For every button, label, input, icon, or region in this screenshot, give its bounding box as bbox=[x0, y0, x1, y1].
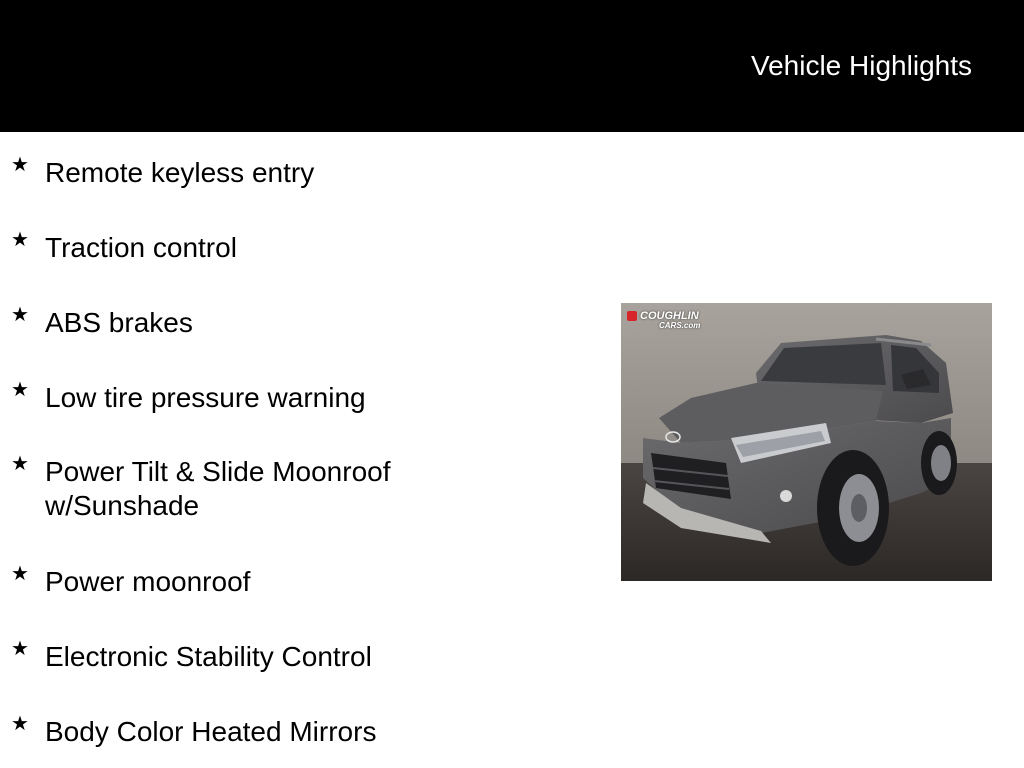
feature-label: Low tire pressure warning bbox=[45, 382, 366, 413]
page-title: Vehicle Highlights bbox=[750, 50, 972, 81]
feature-label: ABS brakes bbox=[45, 307, 193, 338]
feature-label: Power Tilt & Slide Moonroof w/Sunshade bbox=[45, 456, 391, 521]
star-icon: ★ bbox=[11, 154, 29, 176]
feature-label: Power moonroof bbox=[45, 566, 251, 597]
header-bar bbox=[0, 0, 1024, 132]
logo-mark-icon bbox=[627, 311, 637, 321]
star-icon: ★ bbox=[11, 563, 29, 585]
dealer-logo bbox=[627, 311, 699, 321]
feature-label: Electronic Stability Control bbox=[45, 641, 372, 672]
star-icon: ★ bbox=[11, 229, 29, 251]
star-icon: ★ bbox=[11, 304, 29, 326]
feature-label: Remote keyless entry bbox=[45, 157, 315, 188]
star-icon: ★ bbox=[11, 713, 29, 735]
star-icon: ★ bbox=[11, 453, 29, 475]
feature-label: Body Color Heated Mirrors bbox=[45, 716, 377, 747]
star-icon: ★ bbox=[11, 379, 29, 401]
logo-subtext: CARS.com bbox=[659, 321, 701, 330]
vehicle-illustration bbox=[621, 303, 992, 581]
logo-text: COUGHLIN bbox=[640, 310, 699, 322]
feature-label: Traction control bbox=[45, 232, 237, 263]
vehicle-photo bbox=[621, 303, 992, 581]
star-icon: ★ bbox=[11, 638, 29, 660]
